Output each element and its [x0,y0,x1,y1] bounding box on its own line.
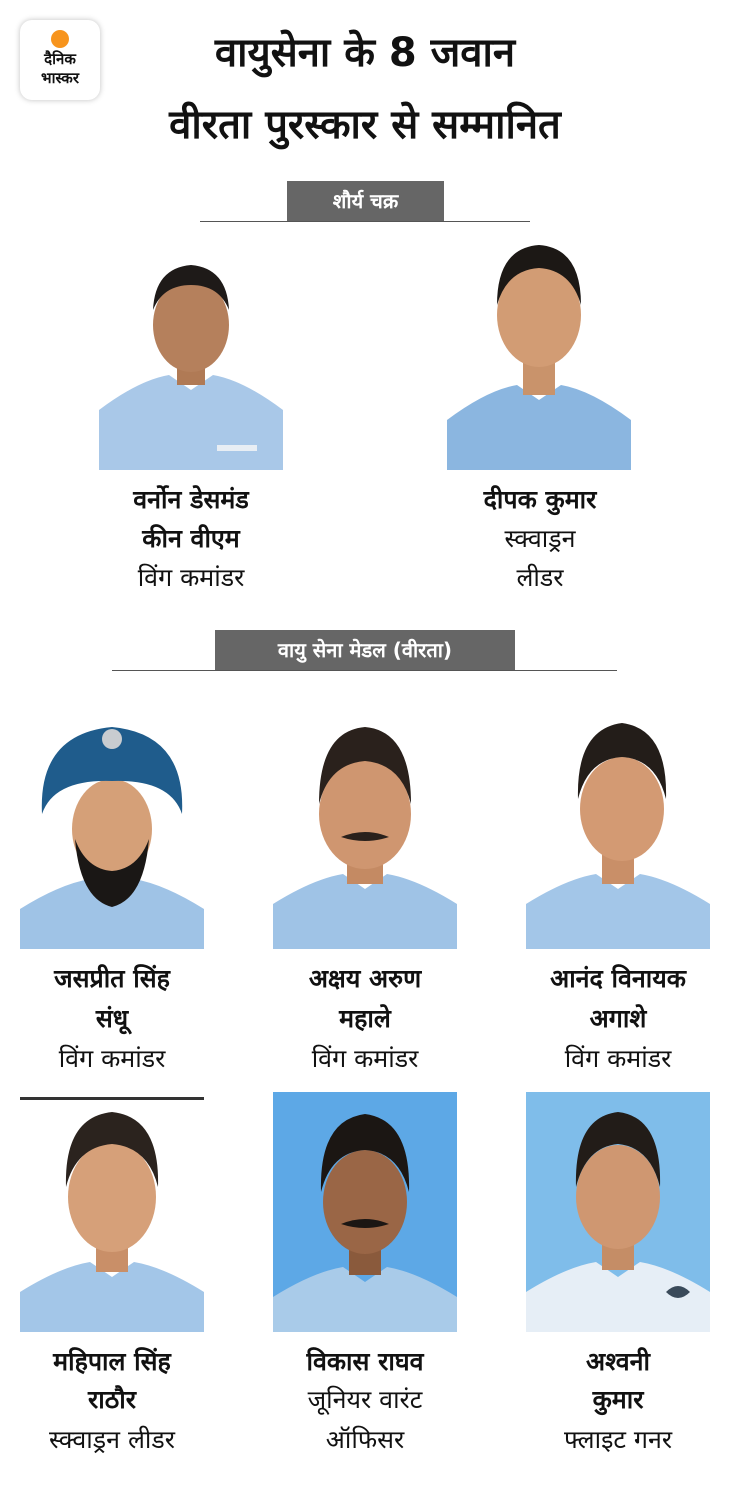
awardee-name: अश्वनी [586,1347,650,1376]
awardee-rank: फ्लाइट गनर [563,1425,673,1454]
awardee-name: संधू [95,1004,129,1033]
logo-text-line1: दैनिक [44,50,76,68]
awardee-rank: विंग कमांडर [58,1044,166,1073]
page-title-line1: वायुसेना के 8 जवान [214,30,516,76]
awardee-name: महाले [339,1004,391,1033]
section-label-medal: वायु सेना मेडल (वीरता) [215,630,515,670]
portrait-photo [526,1092,710,1332]
awardee-name: आनंद विनायक [550,964,686,993]
portrait-photo [447,230,631,470]
awardee-rank: स्क्वाड्रन [504,524,576,553]
section-label-shaurya: शौर्य चक्र [287,181,444,221]
awardee-name: महिपाल सिंह [53,1347,171,1376]
section-divider-shaurya [200,221,530,222]
sun-icon [51,30,69,48]
portrait-photo [526,709,710,949]
portrait-photo [273,709,457,949]
awardee-name: दीपक कुमार [483,485,597,514]
awardee-name: अक्षय अरुण [308,964,422,993]
awardee-name: कुमार [592,1385,644,1414]
section-divider-medal [112,670,617,671]
awardee-name: वर्नोन डेसमंड [133,485,249,514]
awardee-rank: लीडर [516,563,564,592]
page-title-line2: वीरता पुरस्कार से सम्मानित [169,102,561,148]
awardee-name: अगाशे [589,1004,647,1033]
awardee-rank: स्क्वाड्रन लीडर [49,1425,175,1454]
portrait-photo [273,1092,457,1332]
awardee-rank: विंग कमांडर [137,563,245,592]
dainik-bhaskar-logo [20,20,100,100]
awardee-name: विकास राघव [306,1347,424,1376]
logo-text-line2: भास्कर [41,69,79,87]
awardee-rank: विंग कमांडर [311,1044,419,1073]
portrait-photo [99,230,283,470]
portrait-photo [20,709,204,949]
awardee-name: राठौर [88,1385,136,1414]
awardee-name: जसप्रीत सिंह [54,964,170,993]
awardee-rank: ऑफिसर [325,1425,405,1454]
awardee-rank: विंग कमांडर [564,1044,672,1073]
awardee-rank: जूनियर वारंट [307,1385,423,1414]
portrait-photo [20,1092,204,1332]
awardee-name: कीन वीएम [142,524,240,553]
